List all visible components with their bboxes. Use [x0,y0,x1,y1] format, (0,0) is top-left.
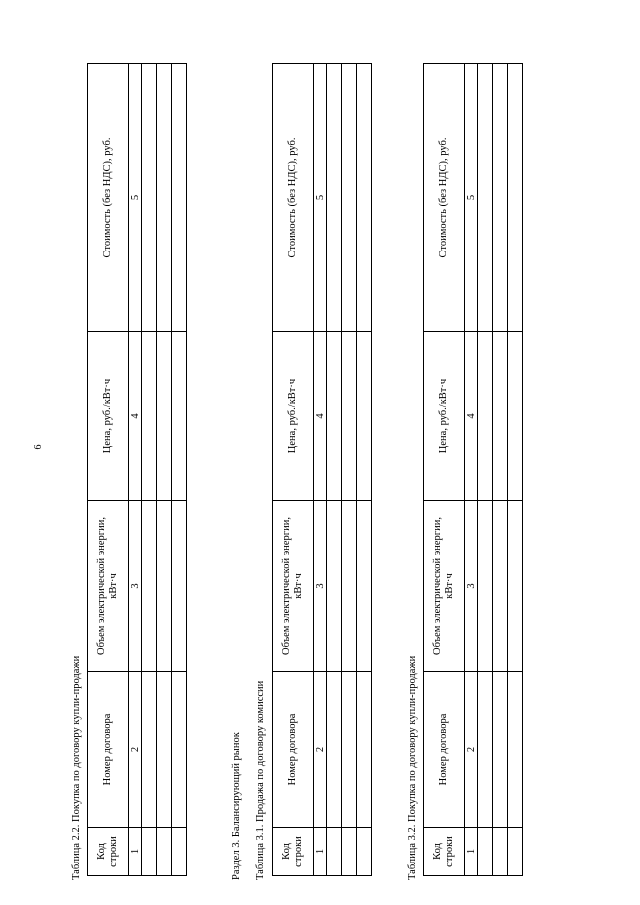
table-cell [172,332,187,501]
table-cell [342,672,357,828]
table-cell [493,332,508,501]
table-cell [478,501,493,672]
table-cell [493,672,508,828]
table-2-2 [87,63,187,876]
table-cell [357,672,372,828]
table-row [142,64,157,876]
table-cell [157,828,172,876]
header-code: Код строки [88,828,129,876]
table-cell [142,501,157,672]
table-header-row [273,64,314,876]
table-cell [172,672,187,828]
header-price: Цена, руб./кВт·ч [273,332,314,501]
column-number-row [465,64,478,876]
section-3-title: Раздел 3. Балансирующий рынок [231,732,242,880]
table-cell [342,64,357,332]
column-number: 3 [129,501,142,672]
table-cell [478,828,493,876]
table-cell [508,672,523,828]
table-cell [327,501,342,672]
table-cell [478,64,493,332]
table-header-row [424,64,465,876]
table-cell [357,64,372,332]
table-cell [508,64,523,332]
header-price: Цена, руб./кВт·ч [424,332,465,501]
table-header-row [88,64,129,876]
table-cell [478,672,493,828]
table-cell [342,332,357,501]
table-cell [327,828,342,876]
rotated-page-content [70,35,590,880]
table-cell [342,828,357,876]
table-cell [508,501,523,672]
header-cost: Стоимость (без НДС), руб. [424,64,465,332]
table-cell [142,332,157,501]
column-number: 3 [465,501,478,672]
column-number-row [314,64,327,876]
table-cell [157,332,172,501]
table-3-1 [272,63,372,876]
column-number: 5 [465,64,478,332]
table-row [357,64,372,876]
column-number: 1 [314,828,327,876]
table-cell [357,828,372,876]
table-row [327,64,342,876]
table-cell [357,501,372,672]
header-contract: Номер договора [424,672,465,828]
table-cell [327,332,342,501]
table-cell [478,332,493,501]
column-number-row [129,64,142,876]
table-row [478,64,493,876]
column-number: 5 [314,64,327,332]
table-3-2-caption: Таблица 3.2. Покупка по договору купли-продажи [407,655,418,880]
header-cost: Стоимость (без НДС), руб. [88,64,129,332]
column-number: 4 [314,332,327,501]
column-number: 3 [314,501,327,672]
header-cost: Стоимость (без НДС), руб. [273,64,314,332]
table-2-2-caption: Таблица 2.2. Покупка по договору купли-продажи [71,655,82,880]
column-number: 4 [465,332,478,501]
table-row [172,64,187,876]
table-cell [357,332,372,501]
table-cell [142,672,157,828]
header-contract: Номер договора [88,672,129,828]
header-contract: Номер договора [273,672,314,828]
table-cell [493,828,508,876]
table-cell [493,64,508,332]
header-code: Код строки [424,828,465,876]
header-volume: Объем электрической энергии, кВт·ч [273,501,314,672]
column-number: 2 [465,672,478,828]
table-row [508,64,523,876]
column-number: 2 [314,672,327,828]
table-cell [172,64,187,332]
table-cell [157,64,172,332]
column-number: 1 [465,828,478,876]
table-3-1-caption: Таблица 3.1. Продажа по договору комиссии [255,680,266,880]
table-cell [327,64,342,332]
column-number: 2 [129,672,142,828]
table-row [157,64,172,876]
table-cell [508,828,523,876]
table-3-2 [423,63,523,876]
column-number: 1 [129,828,142,876]
page-number: 6 [33,444,44,450]
table-cell [157,501,172,672]
table-cell [142,828,157,876]
header-code: Код строки [273,828,314,876]
table-cell [493,501,508,672]
table-cell [172,828,187,876]
table-row [493,64,508,876]
header-price: Цена, руб./кВт·ч [88,332,129,501]
column-number: 5 [129,64,142,332]
table-cell [342,501,357,672]
table-row [342,64,357,876]
table-cell [172,501,187,672]
table-cell [157,672,172,828]
header-volume: Объем электрической энергии, кВт·ч [88,501,129,672]
table-cell [508,332,523,501]
column-number: 4 [129,332,142,501]
header-volume: Объем электрической энергии, кВт·ч [424,501,465,672]
table-cell [142,64,157,332]
table-cell [327,672,342,828]
